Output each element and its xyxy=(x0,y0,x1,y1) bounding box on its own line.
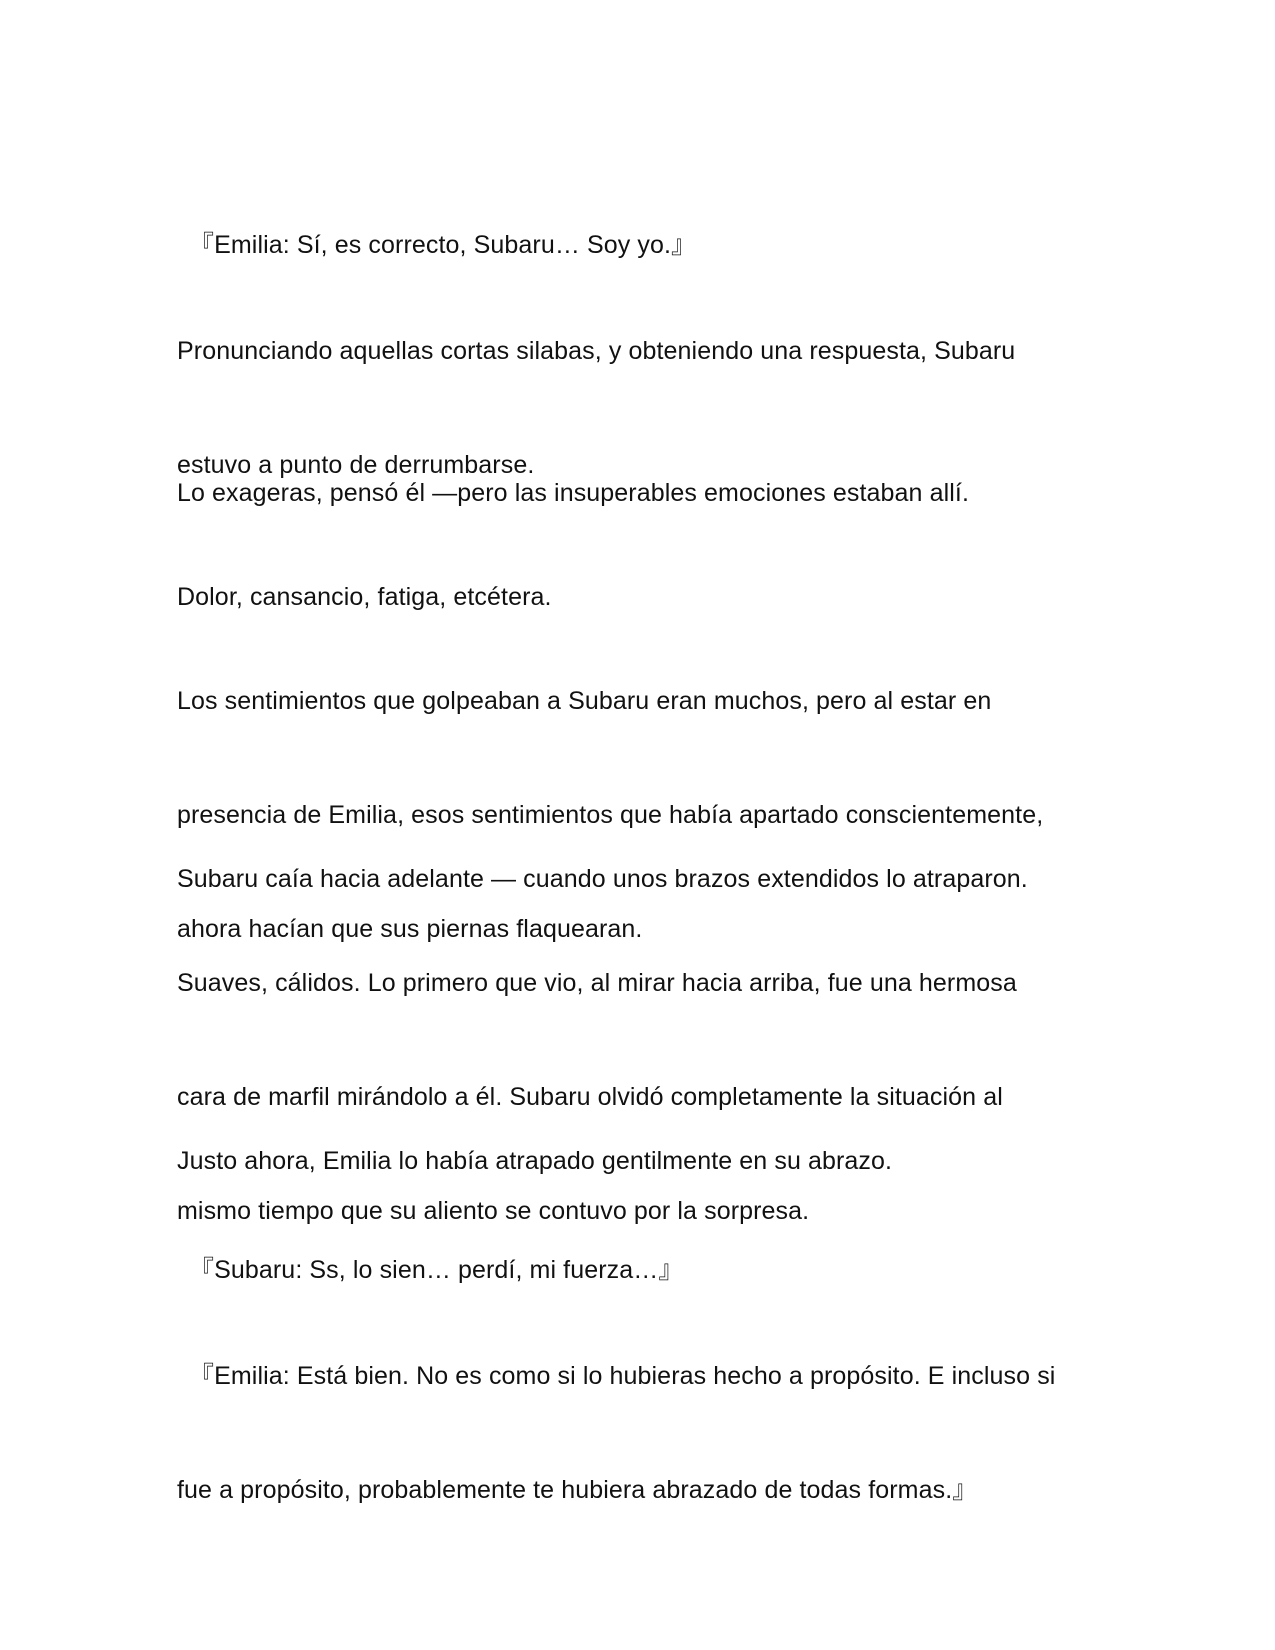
text-line: 『Emilia: Sí, es correcto, Subaru… Soy yo.』 xyxy=(189,231,697,259)
text-line: Pronunciando aquellas cortas silabas, y obteniendo una respuesta, Subaru xyxy=(177,337,1016,365)
text-line: Dolor, cansancio, fatiga, etcétera. xyxy=(177,583,552,611)
text-line: 『Emilia: Está bien. No es como si lo hubieras hecho a propósito. E incluso si xyxy=(189,1362,1056,1390)
text-line: Los sentimientos que golpeaban a Subaru eran muchos, pero al estar en xyxy=(177,687,992,715)
text-line: presencia de Emilia, esos sentimientos que había apartado conscientemente, xyxy=(177,801,1044,829)
text-line: estuvo a punto de derrumbarse. xyxy=(177,451,535,479)
text-line: Subaru caía hacia adelante — cuando unos brazos extendidos lo atraparon. xyxy=(177,865,1028,893)
text-line: Lo exageras, pensó él —pero las insuperables emociones estaban allí. xyxy=(177,479,970,507)
dialog-paragraph xyxy=(177,1281,1107,1585)
text-line: Suaves, cálidos. Lo primero que vio, al mirar hacia arriba, fue una hermosa xyxy=(177,969,1017,997)
text-line: cara de marfil mirándolo a él. Subaru olvidó completamente la situación al xyxy=(177,1083,1003,1111)
text-line: mismo tiempo que su aliento se contuvo por la sorpresa. xyxy=(177,1197,810,1225)
text-line: Justo ahora, Emilia lo había atrapado gentilmente en su abrazo. xyxy=(177,1147,893,1175)
text-line: ahora hacían que sus piernas flaquearan. xyxy=(177,915,643,943)
text-line: fue a propósito, probablemente te hubiera abrazado de todas formas.』 xyxy=(177,1476,978,1504)
text-line: 『Subaru: Ss, lo sien… perdí, mi fuerza…』 xyxy=(189,1256,684,1284)
